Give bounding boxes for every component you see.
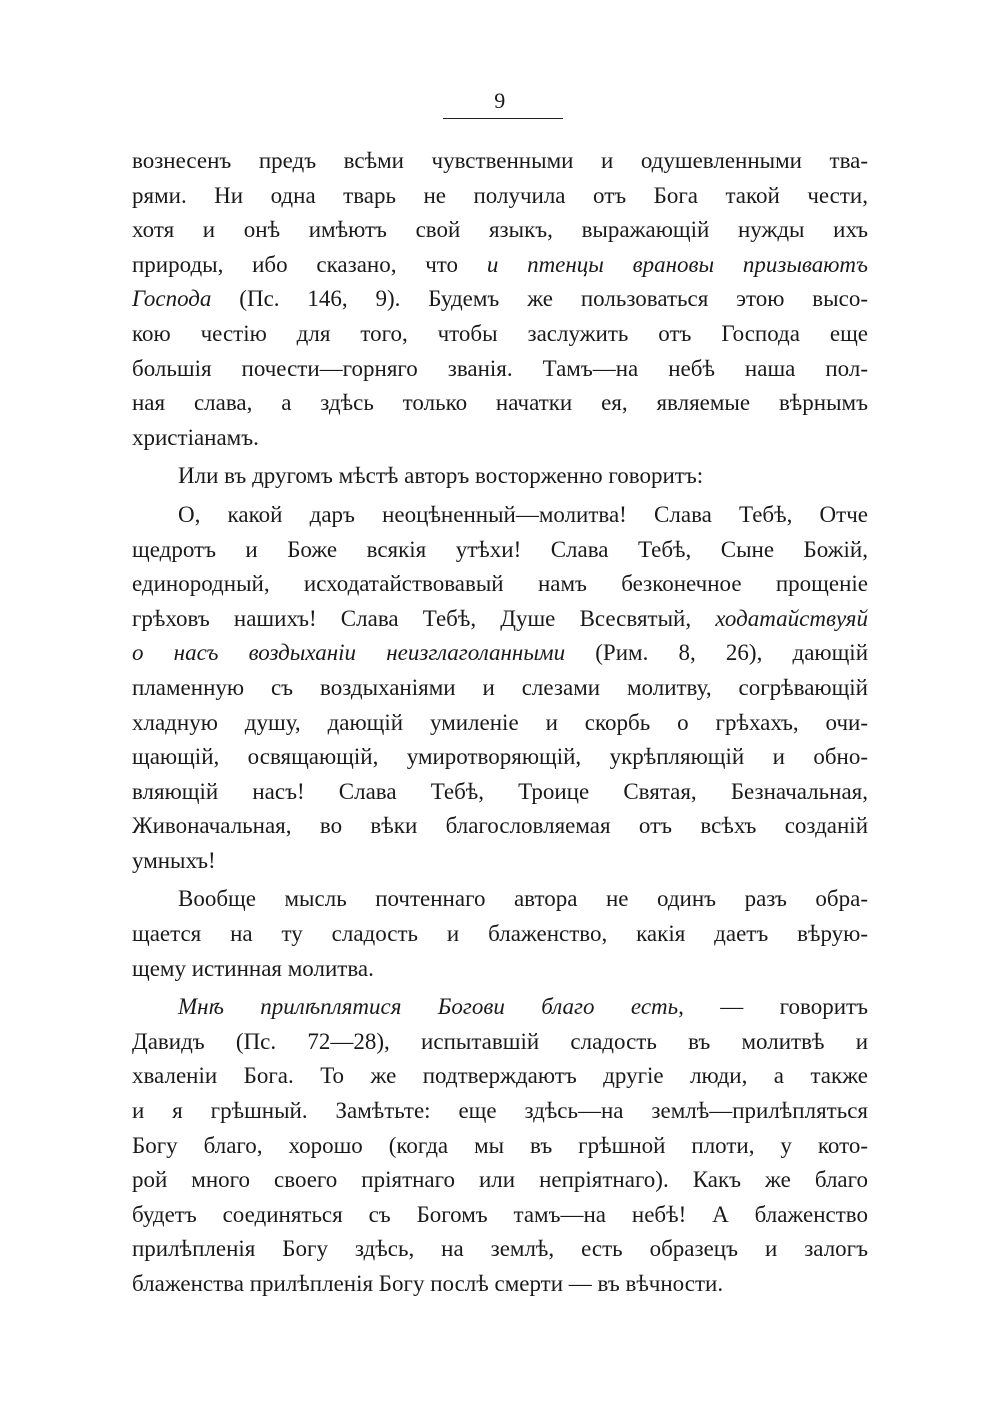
text-run: единородный, исходатайствовавый намъ безконечное прощеніе: [132, 571, 868, 597]
text-run: щающій, освящающій, умиротворяющій, укрѣпляющій и обно-: [132, 744, 868, 770]
text-line: [132, 421, 868, 456]
text-line: [132, 1163, 868, 1198]
text-line: [132, 282, 868, 317]
text-run: грѣховъ нашихъ! Слава Тебѣ, Душе Всесвятый,: [132, 605, 716, 631]
text-line: [132, 952, 868, 987]
page-number: 9: [494, 88, 506, 113]
text-line: [132, 844, 868, 879]
text-run: и я грѣшный. Замѣтьте: еще здѣсь—на землѣ—прилѣпляться: [132, 1098, 868, 1124]
text-line: [132, 917, 868, 952]
text-run: прилѣпленія Богу здѣсь, на землѣ, есть образецъ и залогъ: [132, 1236, 868, 1262]
text-line: [132, 459, 868, 494]
italic-quote: Господа: [132, 286, 212, 312]
paragraph: [132, 144, 868, 455]
text-run: (Рим. 8, 26), дающій: [565, 640, 868, 666]
text-run: пламенную съ воздыханіями и слезами молитву, согрѣвающій: [132, 674, 868, 700]
text-line: [132, 775, 868, 810]
text-run: щедротъ и Боже всякія утѣхи! Слава Тебѣ, Сыне Божій,: [132, 536, 868, 562]
text-run: будетъ соединяться съ Богомъ тамъ—на небѣ! А блаженство: [132, 1201, 868, 1227]
text-line: [132, 386, 868, 421]
text-run: Богу благо, хорошо (когда мы въ грѣшной плоти, у кото-: [132, 1132, 868, 1158]
italic-quote: ходатайствуяй: [715, 605, 868, 631]
text-run: щему истинная молитва.: [132, 955, 374, 981]
text-line: [132, 1129, 868, 1164]
header-rule: [443, 118, 563, 119]
text-line: [132, 809, 868, 844]
text-line: [132, 740, 868, 775]
text-run: Или въ другомъ мѣстѣ авторъ восторженно говоритъ:: [178, 463, 704, 489]
text-run: природы, ибо сказано, что: [132, 251, 487, 277]
text-line: [132, 602, 868, 637]
text-line: [132, 1059, 868, 1094]
text-run: рями. Ни одна тварь не получила отъ Бога такой чести,: [132, 182, 868, 208]
italic-quote: о насъ воздыханіи неизглаголанными: [132, 640, 566, 666]
paragraph: [132, 498, 868, 879]
text-line: [132, 533, 868, 568]
text-run: хотя и онѣ имѣютъ свой языкъ, выражающій нужды ихъ: [132, 217, 868, 243]
text-run: щается на ту сладость и блаженство, какія даетъ вѣрую-: [132, 921, 868, 947]
text-line: [132, 144, 868, 179]
text-line: [132, 1025, 868, 1060]
text-line: [132, 352, 868, 387]
text-run: хваленіи Бога. То же подтверждаютъ другіе люди, а также: [132, 1063, 868, 1089]
text-line: [132, 1232, 868, 1267]
text-run: хладную душу, дающій умиленіе и скорбь о грѣхахъ, очи-: [132, 709, 868, 735]
text-line: [132, 1267, 868, 1302]
italic-quote: Мнѣ прилѣплятися Богови благо есть,: [178, 994, 684, 1020]
text-line: [132, 248, 868, 283]
text-run: рой много своего пріятнаго или непріятнаго). Какъ же благо: [132, 1167, 868, 1193]
text-line: [132, 179, 868, 214]
text-line: [132, 882, 868, 917]
text-line: [132, 213, 868, 248]
text-run: вознесенъ предъ всѣми чувственными и одушевленными тва-: [132, 148, 868, 173]
text-line: [132, 1094, 868, 1129]
text-run: — говоритъ: [683, 994, 868, 1020]
text-line: [132, 706, 868, 741]
italic-quote: и птенцы врановы призываютъ: [486, 251, 868, 277]
paragraph: [132, 990, 868, 1301]
text-line: [132, 567, 868, 602]
text-run: ная слава, а здѣсь только начатки ея, являемые вѣрнымъ: [132, 390, 868, 416]
text-run: христіанамъ.: [132, 424, 259, 450]
text-run: умныхъ!: [132, 847, 216, 873]
text-line: [132, 317, 868, 352]
paragraph: [132, 882, 868, 986]
text-run: большія почести—горняго званія. Тамъ—на небѣ наша пол-: [132, 355, 868, 381]
text-line: [132, 498, 868, 533]
text-run: (Пс. 146, 9). Будемъ же пользоваться этою высо-: [211, 286, 868, 312]
text-run: Живоначальная, во вѣки благословляемая отъ всѣхъ созданій: [132, 813, 868, 839]
text-run: кою честію для того, чтобы заслужить отъ Господа еще: [132, 320, 868, 346]
text-run: О, какой даръ неоцѣненный—молитва! Слава Тебѣ, Отче: [178, 501, 868, 527]
text-line: [132, 636, 868, 671]
paragraph: [132, 459, 868, 494]
text-line: [132, 990, 868, 1025]
text-run: Вообще мысль почтеннаго автора не одинъ разъ обра-: [178, 886, 868, 912]
text-run: вляющій насъ! Слава Тебѣ, Троице Святая, Безначальная,: [132, 778, 868, 804]
text-line: [132, 1198, 868, 1233]
text-run: блаженства прилѣпленія Богу послѣ смерти — въ вѣчности.: [132, 1271, 724, 1296]
text-line: [132, 671, 868, 706]
body-text: [132, 144, 868, 1302]
text-run: Давидъ (Пс. 72—28), испытавшій сладость въ молитвѣ и: [132, 1028, 868, 1054]
